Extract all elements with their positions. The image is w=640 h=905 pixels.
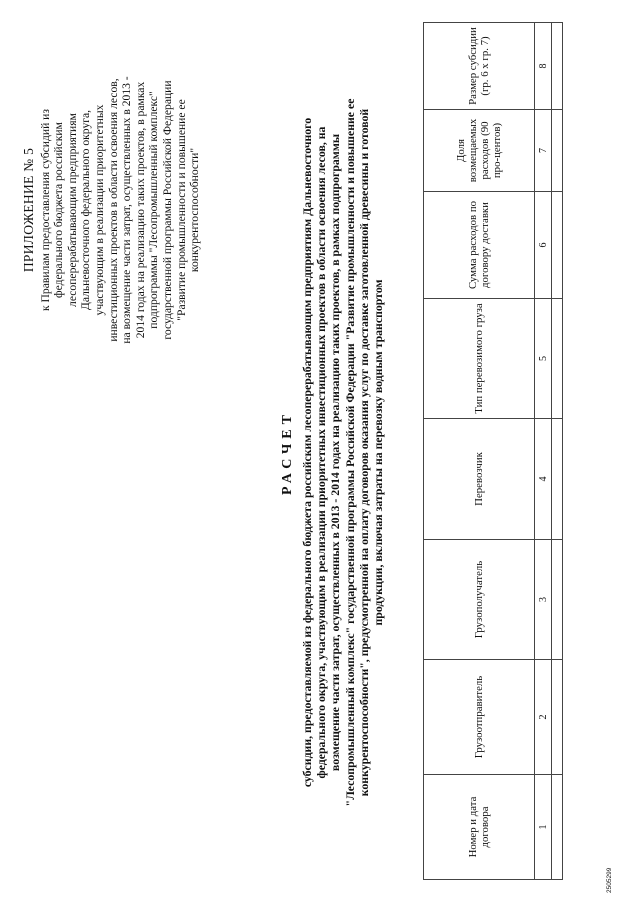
col-header-cargo-type: Тип перевозимого груза [424, 299, 535, 419]
col-number: 3 [535, 540, 552, 660]
col-header-shipper: Грузоотправитель [424, 660, 535, 775]
col-number: 5 [535, 299, 552, 419]
table-cell [552, 775, 563, 880]
col-header-consignee: Грузополучатель [424, 540, 535, 660]
table-number-row [535, 23, 552, 880]
table-cell [552, 660, 563, 775]
col-header-carrier: Перевозчик [424, 419, 535, 540]
col-number: 6 [535, 192, 552, 299]
col-header-subsidy: Размер субсидии (гр. 6 x гр. 7) [424, 23, 535, 110]
col-number: 4 [535, 419, 552, 540]
appendix-block [22, 75, 202, 345]
col-number: 7 [535, 110, 552, 192]
table-cell [552, 110, 563, 192]
col-header-share: Доля возмещаемых расходов (90 про-центов) [424, 110, 535, 192]
col-number: 2 [535, 660, 552, 775]
table-cell [552, 299, 563, 419]
appendix-title: ПРИЛОЖЕНИЕ № 5 [21, 147, 36, 273]
calculation-table [423, 22, 563, 880]
table-cell [552, 419, 563, 540]
col-number: 1 [535, 775, 552, 880]
calculation-title: РАСЧЕТ [280, 410, 295, 495]
table-header-row [424, 23, 535, 880]
table-cell [552, 192, 563, 299]
table-cell [552, 540, 563, 660]
appendix-text: к Правилам предоставления субсидий из федерального бюджета российским лесоперерабатывающим предприятиям Дальневосточного федерального округа, участвующим в реализации приоритетных инвестиционных проектов в области освоения лесов, на возмещение части затрат, осуществленных в 2013 - 2014 годах на реализацию таких проектов, в рамках подпрограммы "Лесопромышленный комплекс" государственной программы Российской Федерации "Развитие промышленности и повышение ее конкурентоспособности" [38, 76, 202, 344]
table-cell [552, 23, 563, 110]
document-id: 2505299 [606, 867, 613, 893]
calculation-subtitle: субсидии, предоставляемой из федерального бюджета российским лесоперерабатывающим предприятиям Дальневосточного федерального округа, участвующим в реализации приоритетных инвестиционных проектов в области освоения лесов, на возмещение части затрат, осуществленных в 2013 - 2014 годах на реализацию таких проектов, в рамках подпрограммы "Лесопромышленный комплекс" государственной программы Российской Федерации "Развитие промышленности и повышение ее конкурентоспособности", предусмотренной на оплату договоров оказания услуг по доставке заготовленной древесины и готовой продукции, включая затраты на перевозку водным транспортом [300, 98, 386, 807]
table-empty-row [552, 23, 563, 880]
col-number: 8 [535, 23, 552, 110]
col-header-cost-sum: Сумма расходов по договору доставки [424, 192, 535, 299]
col-header-contract: Номер и дата договора [424, 775, 535, 880]
